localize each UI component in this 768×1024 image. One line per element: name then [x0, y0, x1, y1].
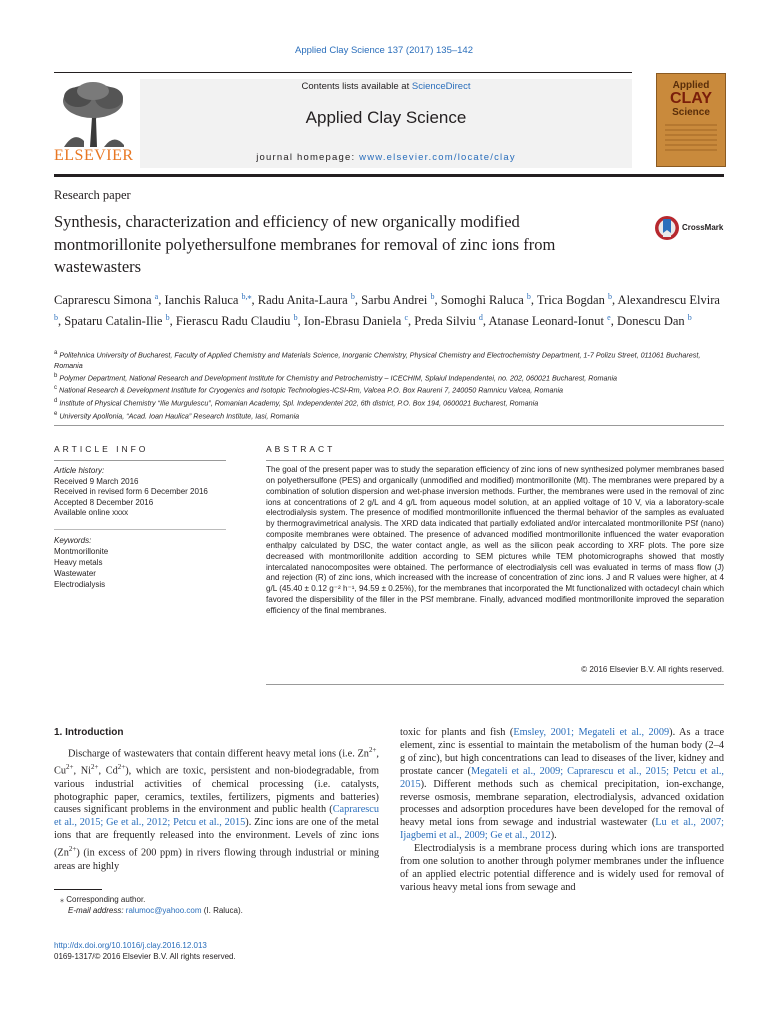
- author-separator: ,: [408, 314, 415, 329]
- email-link[interactable]: ralumoc@yahoo.com: [125, 906, 202, 915]
- abstract-text: The goal of the present paper was to study the separation efficiency of zinc ions of new synthesized polymer membranes based on polyethersulfone (PES) and organically (unmodified and modified) montmorillonite (Mt). The membranes were prepared by a combination of solution dispersion and wet-phase inversion methods. Further, the membranes were used in the removal of zinc ions at concentrations of 2 g/L and 4 g/L from aqueous model solution, at an applied voltage of 10 V, via a laboratory-scale electrodialysis system. The presence of modified montmorillonite influenced the thermal behavior of the samples as evaluated by thermogravimetrical analysis. The XRD data indicated that partially exfoliated and/or intercalated montmorillonite PSf (nano) composite membranes were obtained. The presence of advanced modified montmorillonite influenced the water evaporation enthalpy calculated by DSC, the water contact angle, as well as the silicon peak according to XRF plots. The pore size decreased with montmorillonite addition according to SEM pictures while TEM photomicrographs showed that mostly intercalated nanocomposites were obtained. The performance of electrodialysis cell was evaluated in terms of mass flow (J) and rejection (R) of zinc ions, which increased with the increase of concentration of zinc ions. J and R values were higher, at 4 g/L (45.40 ± 0.12 g⁻² h⁻¹, 94.59 ± 0.25%), for the membranes that incorporated the Mt functionalized with octadecyl chain which favored the dispersibility of the filler in the PSf membrane. Finally, advanced modified montmorillonite improved the separation efficiency of the final membranes.: [266, 465, 724, 615]
- elsevier-logo[interactable]: [54, 79, 132, 165]
- homepage-prefix: journal homepage:: [256, 152, 360, 163]
- author-affiliation-mark[interactable]: b: [54, 313, 58, 323]
- elsevier-wordmark: ELSEVIER: [54, 147, 134, 164]
- affiliation-item: [54, 371, 726, 384]
- author-affiliation-mark[interactable]: e: [607, 313, 611, 323]
- affiliation-text: Politehnica University of Bucharest, Faculty of Applied Chemistry and Materials Science, Inorganic Chemistry, Physical Chemistry and Electrochemistry Department, 1-7 Polizu Street, 011061 Bucharest, Romania: [54, 350, 701, 370]
- text-run: ) (in excess of 200 ppm) in rivers flowing through industrial or mining areas are highly: [54, 847, 379, 872]
- email-label: E-mail address:: [68, 906, 126, 915]
- cover-line-3: Science: [672, 107, 710, 118]
- affiliation-text: National Research & Development Institute for Cryogenics and Isotopic Technologies-ICSI-Rm, Valcea P.O. Box Raureni 7, 240050 Ramnicu Valcea, Romania: [59, 385, 564, 395]
- reference-link[interactable]: Emsley, 2001; Megateli et al., 2009: [513, 727, 670, 738]
- keyword-item: Heavy metals: [54, 558, 103, 567]
- author-separator: ,: [169, 314, 176, 329]
- author-name[interactable]: Fierascu Radu Claudiu: [175, 314, 291, 329]
- contents-line: [140, 81, 632, 92]
- reference-link[interactable]: Caprarescu et al., 2015; Ge et al., 2012; Petcu et al., 2015: [54, 804, 379, 829]
- header-top-rule: [54, 72, 632, 73]
- superscript: 2+: [68, 845, 77, 854]
- section-rule: [54, 425, 724, 426]
- author-name[interactable]: Alexandrescu Elvira: [617, 293, 720, 308]
- header-bottom-rule: [54, 174, 724, 177]
- author-separator: ,: [530, 293, 537, 308]
- superscript: 2+: [368, 746, 377, 754]
- journal-citation[interactable]: [0, 45, 768, 56]
- author-name[interactable]: Sarbu Andrei: [361, 293, 428, 308]
- author-name[interactable]: Spataru Catalin-Ilie: [64, 314, 163, 329]
- paragraph: [400, 727, 724, 843]
- affiliation-key: d: [54, 397, 58, 404]
- author-affiliation-mark[interactable]: b: [165, 313, 170, 323]
- author-separator: ,: [434, 293, 441, 308]
- author-name[interactable]: Donescu Dan: [616, 314, 685, 329]
- affiliation-item: [54, 348, 726, 371]
- author-name[interactable]: Somoghi Raluca: [440, 293, 524, 308]
- history-label: Article history:: [54, 466, 105, 475]
- affiliation-item: [54, 383, 726, 396]
- author-separator: ,: [58, 314, 65, 329]
- corresponding-label: ⁎ Corresponding author.: [60, 895, 146, 904]
- superscript: 2+: [91, 763, 99, 772]
- text-run: ). Zinc ions are one of the metal ions that are frequently released into the environment. Levels of zinc ions (Zn: [54, 817, 379, 859]
- affiliation-key: a: [54, 350, 58, 356]
- author-affiliation-mark[interactable]: b: [430, 292, 435, 301]
- affiliation-text: University Apollonia, “Acad. Ioan Haulica” Research Institute, Iasi, Romania: [59, 410, 300, 420]
- author-separator: ,: [158, 293, 165, 308]
- author-affiliation-mark[interactable]: c: [404, 313, 409, 323]
- crossmark-label: CrossMark: [682, 223, 724, 232]
- author-name[interactable]: Ianchis Raluca: [164, 293, 239, 308]
- author-separator: ,: [610, 314, 617, 329]
- affiliation-key: c: [54, 385, 57, 392]
- keywords-rule: [54, 529, 226, 530]
- keyword-item: Wastewater: [54, 569, 96, 578]
- author-separator: ,: [482, 314, 489, 329]
- footnote-rule: [54, 889, 102, 890]
- author-list: [54, 288, 726, 330]
- issn-line: 0169-1317/© 2016 Elsevier B.V. All rights reserved.: [54, 952, 236, 961]
- author-separator: ,: [354, 293, 362, 308]
- keywords-label: Keywords:: [54, 536, 92, 545]
- author-affiliation-mark[interactable]: b: [350, 292, 355, 301]
- homepage-link[interactable]: www.elsevier.com/locate/clay: [359, 152, 516, 163]
- cover-line-1: Applied: [672, 80, 710, 91]
- author-affiliation-mark[interactable]: b,⁎: [241, 292, 252, 301]
- article-history: [54, 466, 229, 519]
- keyword-item: Electrodialysis: [54, 580, 106, 589]
- keyword-item: Montmorillonite: [54, 547, 109, 556]
- author-separator: ,: [251, 293, 258, 308]
- abstract-heading: ABSTRACT: [266, 444, 336, 454]
- article-info-heading: ARTICLE INFO: [54, 444, 149, 454]
- author-affiliation-mark[interactable]: b: [293, 313, 298, 323]
- affiliation-text: Institute of Physical Chemistry “Ilie Murgulescu”, Romanian Academy, Spl. Independentei 202, 6th district, P.O. Box 194, 0600021 Bucharest, Romania: [59, 398, 539, 408]
- abstract-rule: [266, 460, 724, 461]
- section-heading-introduction: 1. Introduction: [54, 727, 124, 738]
- body-column-left: [54, 744, 379, 873]
- info-rule: [54, 460, 226, 461]
- affiliation-item: [54, 409, 726, 422]
- crossmark-icon: [654, 214, 680, 242]
- history-item: Received 9 March 2016: [54, 476, 139, 486]
- text-run: ). Different methods such as chemical precipitation, ion-exchange, reverse osmosis, membrane separation, electrodialysis, advanced oxidation processes and adsorption procedures have been developed for the removal of heavy metal ions from sewage and industrial wastewater (: [400, 778, 724, 829]
- text-run: ). As a trace element, zinc is essential to maintain the metabolism of the human body (2–4 g of zinc), but high concentrations can lead to diseases of the liver, kidney and prostate cancer (: [400, 727, 725, 777]
- body-column-right: [400, 727, 724, 895]
- tree-icon: [54, 79, 132, 149]
- journal-cover-thumbnail[interactable]: [656, 73, 726, 167]
- article-type: Research paper: [54, 188, 131, 202]
- author-name[interactable]: Radu Anita-Laura: [257, 293, 348, 308]
- author-separator: ,: [611, 293, 618, 308]
- text-run: ), which are toxic, persistent and non-biodegradable, from various industrial activities of chemical processing (i.e. catalysts, photographic paper, ceramics, textiles, fertilizers, pigments and batteries) causes significant problems in the environment and public health (: [54, 765, 379, 816]
- corresponding-author-footnote: [54, 894, 379, 916]
- author-name[interactable]: Caprarescu Simona: [54, 293, 152, 308]
- cover-texture: [665, 124, 717, 154]
- contents-prefix: Contents lists available at: [301, 81, 412, 92]
- abstract-bottom-rule: [266, 684, 724, 685]
- journal-name[interactable]: Applied Clay Science: [305, 108, 467, 127]
- superscript: 2+: [117, 763, 126, 772]
- history-item: Available online xxxx: [54, 508, 129, 517]
- paragraph: [400, 843, 724, 895]
- email-suffix: (I. Raluca).: [201, 906, 243, 915]
- keywords-block: [54, 535, 229, 590]
- author-separator: ,: [297, 314, 304, 329]
- affiliation-text: Polymer Department, National Research and Development Institute for Chemistry and Petrochemistry – ICECHIM, Splaiul Independentei, no. 202, 060021 Bucharest, Romania: [59, 373, 618, 383]
- affiliation-key: b: [54, 372, 58, 379]
- doi-block: [54, 940, 236, 962]
- author-affiliation-mark[interactable]: b: [607, 292, 612, 301]
- abstract-copyright: © 2016 Elsevier B.V. All rights reserved.: [581, 665, 724, 674]
- text-run: Discharge of wastewaters that contain different heavy metal ions (i.e. Zn: [68, 748, 369, 760]
- history-item: Accepted 8 December 2016: [54, 497, 154, 507]
- author-name[interactable]: Ion-Ebrasu Daniela: [303, 314, 402, 329]
- author-affiliation-mark[interactable]: d: [478, 313, 483, 323]
- email-line: [54, 905, 379, 916]
- reference-link[interactable]: Lu et al., 2007; Ijagbemi et al., 2009; Ge et al., 2012: [400, 817, 724, 842]
- text-run: Electrodialysis is a membrane process during which ions are transported from one solution to another through polymer membranes under the influence of an applied electric potential difference and is widely used for removal of various heavy metal ions from sewage and: [400, 843, 724, 893]
- affiliation-key: e: [54, 410, 58, 417]
- author-affiliation-mark[interactable]: b: [526, 292, 531, 301]
- text-run: toxic for plants and fish (: [400, 727, 514, 738]
- text-run: , Ni: [73, 765, 92, 777]
- crossmark-badge[interactable]: [654, 214, 726, 242]
- article-title: Synthesis, characterization and efficiency of new organically modified montmorillonite polyethersulfone membranes for removal of zinc ions from wastewasters: [54, 212, 556, 276]
- text-run: ).: [550, 830, 557, 842]
- author-affiliation-mark[interactable]: b: [687, 313, 692, 323]
- doi-link[interactable]: http://dx.doi.org/10.1016/j.clay.2016.12.013: [54, 941, 207, 950]
- journal-homepage: [140, 152, 632, 163]
- citation-link[interactable]: Applied Clay Science 137 (2017) 135–142: [295, 45, 473, 56]
- affiliation-list: [54, 348, 726, 421]
- author-affiliation-mark[interactable]: a: [154, 292, 159, 301]
- cover-line-2: CLAY: [669, 90, 713, 107]
- author-name[interactable]: Atanase Leonard-Ionut: [488, 314, 605, 329]
- paragraph: [54, 744, 379, 873]
- text-run: , Cu: [54, 748, 379, 777]
- author-name[interactable]: Preda Silviu: [414, 314, 476, 329]
- reference-link[interactable]: Megateli et al., 2009; Caprarescu et al., 2015; Petcu et al., 2015: [400, 765, 725, 790]
- sciencedirect-link[interactable]: ScienceDirect: [411, 81, 471, 92]
- history-item: Received in revised form 6 December 2016: [54, 487, 208, 496]
- superscript: 2+: [66, 763, 74, 772]
- affiliation-item: [54, 396, 726, 409]
- author-name[interactable]: Trica Bogdan: [536, 293, 605, 308]
- text-run: , Cd: [98, 765, 118, 777]
